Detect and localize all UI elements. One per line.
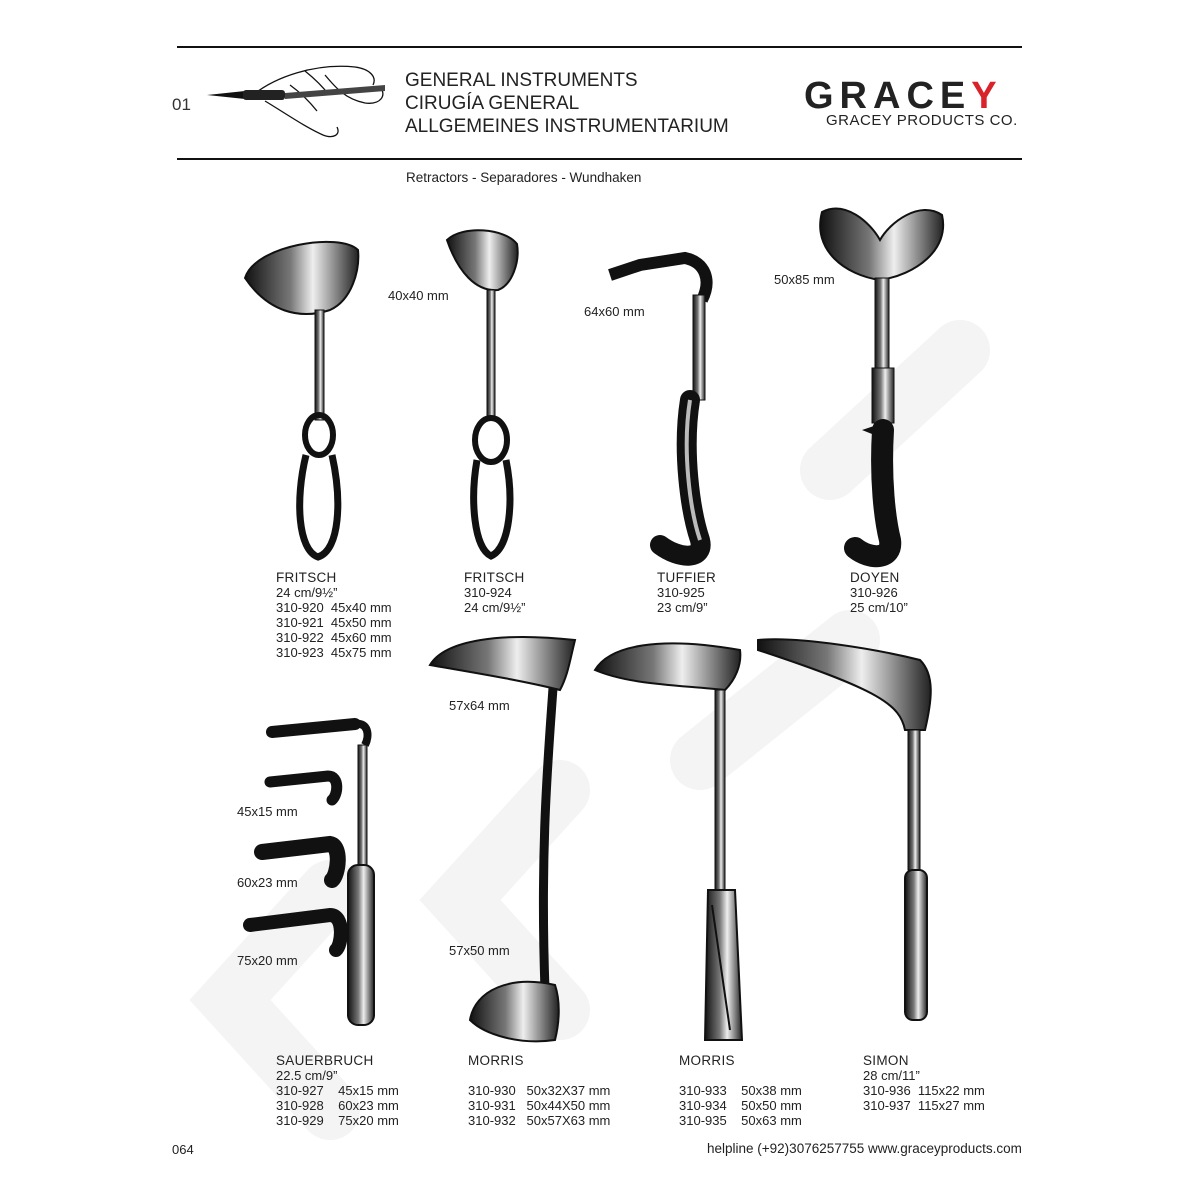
header-title-de: ALLGEMEINES INSTRUMENTARIUM	[405, 116, 729, 137]
product-variant: 310-930 50x32X37 mm	[468, 1083, 611, 1098]
product-name: DOYEN	[850, 570, 900, 585]
brand-logo-accent: Y	[971, 75, 1003, 117]
size-label-sauer-3: 75x20 mm	[237, 953, 298, 968]
product-name: SIMON	[863, 1053, 909, 1068]
tuffier-retractor-icon	[610, 258, 707, 556]
header-title-en: GENERAL INSTRUMENTS	[405, 70, 638, 91]
product-size: 28 cm/11”	[863, 1068, 920, 1083]
product-spacer	[679, 1068, 802, 1083]
simon-retractor-icon	[758, 639, 931, 1020]
product-fritsch-1	[276, 570, 392, 660]
product-size: 23 cm/9”	[657, 600, 708, 615]
product-code: 310-924	[464, 585, 512, 600]
product-doyen	[850, 570, 908, 615]
brand-logo-prefix: GRACE	[804, 75, 972, 117]
product-name: FRITSCH	[276, 570, 337, 585]
product-name: TUFFIER	[657, 570, 717, 585]
footer-page-number: 064	[172, 1142, 194, 1157]
section-title: Retractors - Separadores - Wundhaken	[406, 170, 642, 185]
product-size: 24 cm/9½”	[464, 600, 526, 615]
morris-retractor-2-icon	[595, 643, 742, 1040]
product-variant: 310-933 50x38 mm	[679, 1083, 802, 1098]
product-tuffier	[657, 570, 716, 615]
product-size: 22.5 cm/9”	[276, 1068, 338, 1083]
product-variant: 310-929 75x20 mm	[276, 1113, 399, 1128]
product-variant: 310-932 50x57X63 mm	[468, 1113, 611, 1128]
fritsch-retractor-1-icon	[245, 242, 358, 557]
product-simon	[863, 1053, 985, 1113]
product-size: 25 cm/10”	[850, 600, 908, 615]
brand-tagline: GRACEY PRODUCTS CO.	[826, 112, 1018, 129]
product-name: FRITSCH	[464, 570, 525, 585]
product-variant: 310-920 45x40 mm	[276, 600, 392, 615]
product-variant: 310-927 45x15 mm	[276, 1083, 399, 1098]
size-label-doyen: 50x85 mm	[774, 272, 835, 287]
size-label-tuffier: 64x60 mm	[584, 304, 645, 319]
product-sauerbruch	[276, 1053, 399, 1128]
size-label-morris-top: 57x64 mm	[449, 698, 510, 713]
product-morris-2	[679, 1053, 802, 1128]
product-variant: 310-935 50x63 mm	[679, 1113, 802, 1128]
product-variant: 310-934 50x50 mm	[679, 1098, 802, 1113]
product-variant: 310-921 45x50 mm	[276, 615, 392, 630]
product-variant: 310-931 50x44X50 mm	[468, 1098, 611, 1113]
page-number: 01	[172, 95, 191, 114]
product-name: SAUERBRUCH	[276, 1053, 374, 1068]
product-morris-1	[468, 1053, 610, 1128]
size-label-morris-bottom: 57x50 mm	[449, 943, 510, 958]
product-variant: 310-936 115x22 mm	[863, 1083, 985, 1098]
product-code: 310-925	[657, 585, 705, 600]
product-fritsch-2	[464, 570, 525, 615]
size-label-fritsch: 40x40 mm	[388, 288, 449, 303]
product-name: MORRIS	[679, 1053, 735, 1068]
size-label-sauer-1: 45x15 mm	[237, 804, 298, 819]
product-variant: 310-937 115x27 mm	[863, 1098, 985, 1113]
product-code: 310-926	[850, 585, 898, 600]
product-variant: 310-922 45x60 mm	[276, 630, 392, 645]
fritsch-retractor-2-icon	[447, 230, 518, 556]
product-variant: 310-928 60x23 mm	[276, 1098, 399, 1113]
header-title-es: CIRUGÍA GENERAL	[405, 93, 580, 114]
product-name: MORRIS	[468, 1053, 524, 1068]
product-size: 24 cm/9½”	[276, 585, 338, 600]
product-spacer	[468, 1068, 610, 1083]
size-label-sauer-2: 60x23 mm	[237, 875, 298, 890]
doyen-retractor-icon	[820, 209, 943, 557]
product-variant: 310-923 45x75 mm	[276, 645, 392, 660]
footer-contact: helpline (+92)3076257755 www.graceyproducts.com	[707, 1141, 1022, 1156]
